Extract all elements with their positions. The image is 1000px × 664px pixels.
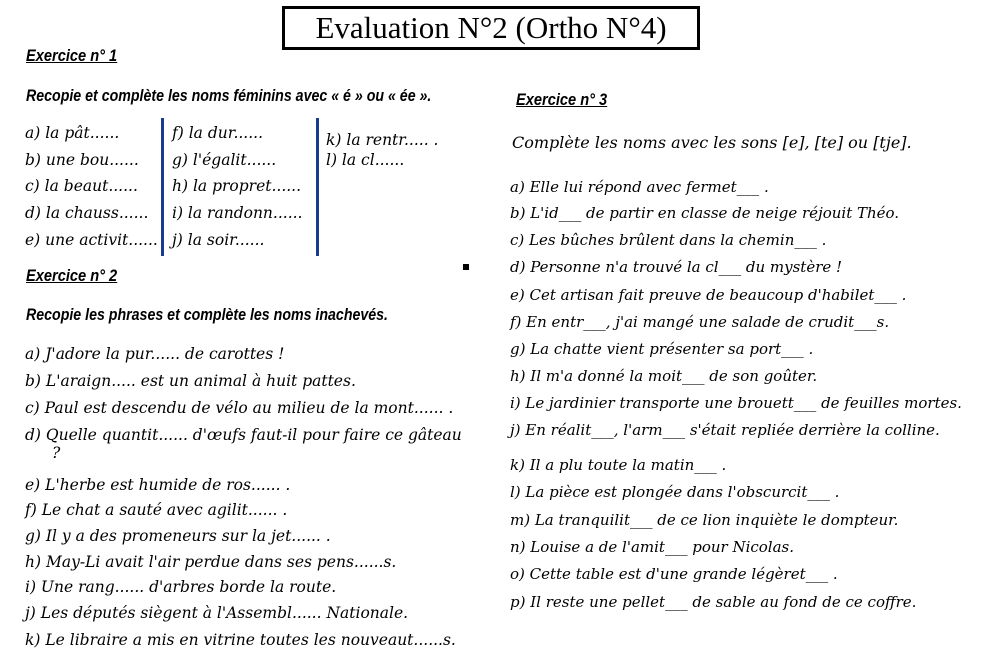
- ex3-item: l) La pièce est plongée dans l'obscurcit___ .: [510, 483, 840, 501]
- ex1-item: f) la dur......: [172, 124, 264, 142]
- ex2-item-continuation: ?: [52, 444, 61, 462]
- ex2-item: b) L'araign..... est un animal à huit pattes.: [25, 372, 356, 390]
- ex3-instruction: Complète les noms avec les sons [e], [te] ou [tje].: [512, 133, 912, 152]
- ex3-item: b) L'id___ de partir en classe de neige réjouit Théo.: [510, 204, 900, 222]
- ex1-item: g) l'égalit......: [172, 151, 277, 169]
- ex3-item: o) Cette table est d'une grande légèret___ .: [510, 565, 838, 583]
- ex2-item: g) Il y a des promeneurs sur la jet...... .: [25, 527, 331, 545]
- ex1-item: l) la cl......: [326, 151, 405, 169]
- ex2-item: c) Paul est descendu de vélo au milieu de la mont...... .: [25, 399, 454, 417]
- ex3-item: m) La tranquilit___ de ce lion inquiète le dompteur.: [510, 511, 899, 529]
- ex3-item: i) Le jardinier transporte une brouett___ de feuilles mortes.: [510, 394, 962, 412]
- ex3-item: k) Il a plu toute la matin___ .: [510, 456, 727, 474]
- column-divider: [161, 118, 164, 256]
- ex3-item: f) En entr___, j'ai mangé une salade de crudit___s.: [510, 313, 890, 331]
- stray-dot: [463, 264, 469, 270]
- ex1-instruction: Recopie et complète les noms féminins avec « é » ou « ée ».: [26, 87, 432, 105]
- column-divider: [316, 118, 319, 256]
- ex1-item: j) la soir......: [172, 231, 265, 249]
- ex1-heading: Exercice n° 1: [26, 46, 118, 65]
- ex1-item: h) la propret......: [172, 177, 302, 195]
- ex2-item: j) Les députés siègent à l'Assembl...... Nationale.: [25, 604, 409, 622]
- ex1-item: c) la beaut......: [25, 177, 138, 195]
- ex1-item: i) la randonn......: [172, 204, 303, 222]
- ex2-instruction: Recopie les phrases et complète les noms inachevés.: [26, 306, 389, 324]
- ex2-item: k) Le libraire a mis en vitrine toutes les nouveaut......s.: [25, 631, 456, 649]
- ex3-item: c) Les bûches brûlent dans la chemin___ .: [510, 231, 827, 249]
- ex1-item: b) une bou......: [25, 151, 139, 169]
- ex3-item: n) Louise a de l'amit___ pour Nicolas.: [510, 538, 795, 556]
- ex3-item: g) La chatte vient présenter sa port___ .: [510, 340, 814, 358]
- ex1-item: d) la chauss......: [25, 204, 149, 222]
- ex1-item: e) une activit......: [25, 231, 158, 249]
- ex2-heading: Exercice n° 2: [26, 266, 118, 285]
- ex2-item: i) Une rang...... d'arbres borde la route.: [25, 578, 337, 596]
- ex2-item: a) J'adore la pur...... de carottes !: [25, 345, 285, 363]
- ex2-item: f) Le chat a sauté avec agilit...... .: [25, 501, 288, 519]
- page-title: Evaluation N°2 (Ortho N°4): [282, 6, 700, 50]
- ex3-item: p) Il reste une pellet___ de sable au fond de ce coffre.: [510, 593, 917, 611]
- ex3-item: a) Elle lui répond avec fermet___ .: [510, 178, 769, 196]
- ex2-item: e) L'herbe est humide de ros...... .: [25, 476, 291, 494]
- ex1-item: a) la pât......: [25, 124, 120, 142]
- ex3-heading: Exercice n° 3: [516, 90, 608, 109]
- ex3-item: e) Cet artisan fait preuve de beaucoup d'habilet___ .: [510, 286, 907, 304]
- ex2-item: h) May-Li avait l'air perdue dans ses pens......s.: [25, 553, 397, 571]
- ex3-item: h) Il m'a donné la moit___ de son goûter.: [510, 367, 818, 385]
- ex1-item: k) la rentr..... .: [326, 131, 439, 149]
- ex3-item: d) Personne n'a trouvé la cl___ du mystère !: [510, 258, 843, 276]
- ex3-item: j) En réalit___, l'arm___ s'était repliée derrière la colline.: [510, 421, 940, 439]
- ex2-item: d) Quelle quantit...... d'œufs faut-il pour faire ce gâteau: [25, 426, 462, 444]
